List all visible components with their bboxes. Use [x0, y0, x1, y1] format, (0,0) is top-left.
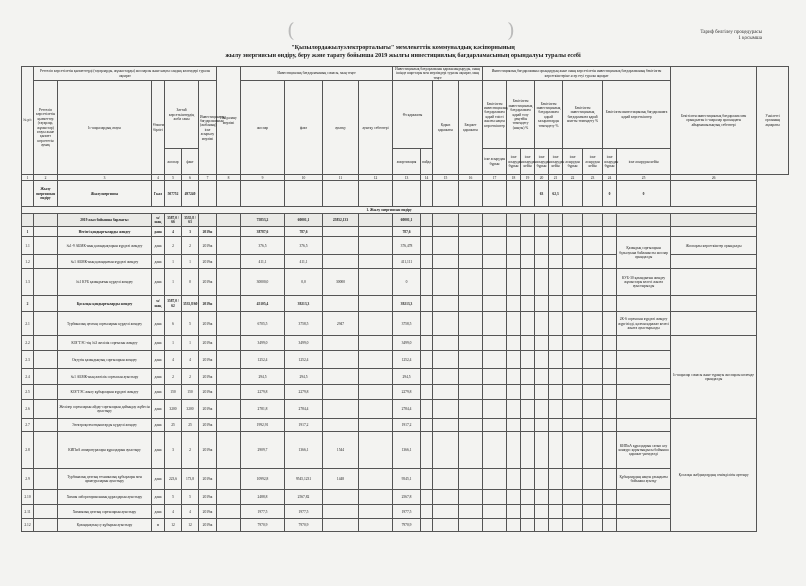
scan-mark: ( — [287, 18, 295, 42]
table-cell: 4 — [165, 505, 182, 519]
column-number: 4 — [152, 175, 165, 181]
col-header: ауытқу себептері — [359, 81, 393, 175]
reason-note — [617, 227, 671, 237]
authority-note — [671, 227, 757, 237]
table-cell: №1 АБМК-ның желілік сорғысын ауыстыру — [58, 369, 152, 385]
group-header: Инвестициялық бағдарламаны қаржыландыруды, оның ішінде шарттары мен мерзімдері туралы ақпарат, мың теңге — [393, 67, 483, 81]
report-table — [21, 66, 789, 532]
table-cell: 2567,8 — [393, 490, 421, 505]
table-cell: 2567,82 — [285, 490, 323, 505]
table-cell: 1977,5 — [285, 505, 323, 519]
table-cell: 2019ж — [199, 419, 217, 432]
table-cell: 294,5 — [285, 369, 323, 385]
table-cell: 2019ж — [199, 336, 217, 351]
table-cell: 1.1 — [22, 237, 34, 255]
table-cell: 3 — [165, 432, 182, 469]
col-header: Инвестициялық бағдарламаның (жобаның) іске асырылу мерзімі — [199, 81, 217, 175]
reason-note — [617, 505, 671, 519]
table-cell: 30000,0 — [241, 269, 285, 296]
col-header: жоспар — [165, 149, 182, 175]
col-header: № р/с — [22, 67, 34, 175]
col-header: жоспар — [241, 81, 285, 175]
col-header: Өз қаражаты — [393, 81, 433, 149]
summary-fact: 497240 — [182, 181, 199, 207]
column-number: 26 — [671, 175, 757, 181]
table-row — [22, 255, 789, 269]
table-cell: 12 — [165, 519, 182, 532]
table-cell: 4 — [182, 505, 199, 519]
table-cell: №1 КУБ қазандығын күрделі жөндеу — [58, 269, 152, 296]
reason-note — [617, 296, 671, 312]
table-cell: дана — [152, 255, 165, 269]
table-cell: 1252,4 — [285, 351, 323, 369]
table-cell: дана — [152, 351, 165, 369]
table-cell — [323, 519, 359, 532]
table-cell: дана — [152, 490, 165, 505]
table-cell: Электроқозғалтқыштарды күрделі жөндеу — [58, 419, 152, 432]
table-cell: 2019ж — [199, 369, 217, 385]
summary-effect: 0 — [617, 181, 671, 207]
table-cell: дана — [152, 505, 165, 519]
col-header: ауытқу — [323, 81, 359, 175]
table-cell: 1977,5 — [393, 505, 421, 519]
table-cell: 376,5 — [241, 237, 285, 255]
table-cell: 2 — [182, 369, 199, 385]
table-cell: 6 — [165, 312, 182, 336]
table-cell: 2019ж — [199, 505, 217, 519]
summary-unit: Гкал — [152, 181, 165, 207]
table-cell: дана — [152, 369, 165, 385]
table-row — [22, 269, 789, 296]
col-header: Өлшем бірлігі — [152, 81, 165, 175]
table-cell: 294,5 — [393, 369, 421, 385]
corner-note: Тариф белгілеу процедурасы 1 қосымша — [700, 30, 762, 41]
section-row — [22, 207, 789, 214]
authority-note — [671, 255, 757, 269]
table-cell: Желілер сорғыларын айдау-сорғыларын дайындау жүйесін ауыстыру — [58, 400, 152, 419]
column-number: 15 — [433, 175, 459, 181]
table-cell: 2019ж — [199, 385, 217, 400]
table-cell: 0,0 — [285, 269, 323, 296]
table-cell: дана — [152, 336, 165, 351]
table-cell: 4 — [165, 351, 182, 369]
column-number: 22 — [563, 175, 583, 181]
table-cell: 1 — [165, 269, 182, 296]
reason-note — [617, 336, 671, 351]
table-cell: 2 — [182, 237, 199, 255]
table-row — [22, 312, 789, 336]
summary-plan: 507752 — [165, 181, 182, 207]
table-cell: 2784,4 — [393, 400, 421, 419]
table-cell: 2019ж — [199, 269, 217, 296]
table-cell: 223,6 — [165, 469, 182, 490]
column-number: 10 — [285, 175, 323, 181]
column-number: 12 — [359, 175, 393, 181]
col-header: іске асырудан бұрын — [507, 149, 521, 175]
table-cell: дана — [152, 269, 165, 296]
table-cell: дана — [152, 237, 165, 255]
table-cell: 2019ж — [199, 296, 217, 312]
table-cell: 1977,5 — [241, 505, 285, 519]
table-cell: 7970,9 — [393, 519, 421, 532]
table-cell: 9545,1 — [393, 469, 421, 490]
reason-note: КУБ-30 қазандығын жөндеу жұмыстары келесі жылға ауыстырылды — [617, 269, 671, 296]
table-cell: 1544 — [323, 432, 359, 469]
table-cell — [323, 255, 359, 269]
column-number: 21 — [549, 175, 563, 181]
column-number: 14 — [421, 175, 433, 181]
table-cell: 1917,2 — [393, 419, 421, 432]
table-cell: КОГТЭС-тің №3 желілік сорғысын жөндеу — [58, 336, 152, 351]
column-number: 17 — [483, 175, 507, 181]
table-cell: 3758,5 — [285, 312, 323, 336]
table-cell — [323, 227, 359, 237]
table-cell: 2.4 — [22, 369, 34, 385]
reason-note: Қазандық сорғыларын бұзылуына байланысты жоспар орындалды — [617, 237, 671, 269]
col-header: Бекітілген инвестициялық бағдарламаға қарай ысыраптарды төмендету % — [535, 81, 563, 149]
section-title: 1. Жылу энергиясын өндіру — [22, 207, 757, 214]
summary-effect: 0 — [603, 181, 617, 207]
table-cell: 1448 — [323, 469, 359, 490]
table-cell: 9545,1231 — [285, 469, 323, 490]
table-cell: 294,5 — [241, 369, 285, 385]
table-cell: 1 — [182, 336, 199, 351]
table-cell: 2019ж — [199, 469, 217, 490]
table-cell: 3499,0 — [393, 336, 421, 351]
table-cell — [323, 369, 359, 385]
table-cell: Химия лабораториясының құралдарын ауыстыру — [58, 490, 152, 505]
column-number: 13 — [393, 175, 421, 181]
table-cell: 1366,1 — [393, 432, 421, 469]
total-row: 2019 жыл бойынша барлығы: м/шақ 3587,0 / 66 3535,8 / 63 75853,2 60001,1 25852,133 60001,1 — [22, 214, 789, 227]
column-number: 6 — [182, 175, 199, 181]
summary-effect: 62,3 — [549, 181, 563, 207]
col-header: іске асырудан бұрын — [563, 149, 583, 175]
table-cell: 2019ж — [199, 432, 217, 469]
table-cell: 2019ж — [199, 351, 217, 369]
table-cell: дана — [152, 312, 165, 336]
table-cell: 376,478 — [393, 237, 421, 255]
group-header: Реттеліп көрсетілетін қызметтерді (тауарларды, жұмыстарды) жоспарлы және нақты сандық көлемдері туралы ақпарат — [34, 67, 217, 81]
col-header: Бекітілген инвестициялық бағдарлама мен орындалған іс-шаралар арасындағы айырмашылықтың себептері — [671, 67, 757, 175]
authority-note: Іс-шаралар сомасы және тұрақты жоспарлы көлемде орындалды — [671, 336, 757, 419]
table-cell: Турбиналық цехтың техникалық құбырлары мен арматураларын ауыстыру — [58, 469, 152, 490]
table-cell — [323, 400, 359, 419]
table-cell: 1366,1 — [285, 432, 323, 469]
col-header: факт — [285, 81, 323, 175]
table-cell: 0 — [182, 269, 199, 296]
table-cell: 2781,8 — [241, 400, 285, 419]
table-cell: 3499,0 — [241, 336, 285, 351]
table-cell: 3 — [182, 227, 199, 237]
column-number: 16 — [459, 175, 483, 181]
table-cell: 3535,8/60 — [182, 296, 199, 312]
table-cell: 411,1 — [285, 255, 323, 269]
table-cell: 2019ж — [199, 490, 217, 505]
table-cell: 787,6 — [393, 227, 421, 237]
reason-note — [617, 519, 671, 532]
scan-mark: ) — [507, 18, 515, 42]
table-cell: Турбиналық цехтың сорғыларын күрделі жөндеу — [58, 312, 152, 336]
table-cell: Химиялық цехтың сорғыларын ауыстыру — [58, 505, 152, 519]
table-cell: 376,5 — [285, 237, 323, 255]
table-cell: 2 — [182, 432, 199, 469]
table-cell: 2019ж — [199, 400, 217, 419]
table-cell: дана — [152, 419, 165, 432]
table-cell: 2019ж — [199, 312, 217, 336]
table-cell: Қосалқы қондырғыларды жөндеу — [58, 296, 152, 312]
table-cell: 150 — [165, 385, 182, 400]
table-cell: 2947 — [323, 312, 359, 336]
header-row — [22, 67, 789, 81]
table-cell: 2279,8 — [285, 385, 323, 400]
column-number: 1 — [22, 175, 34, 181]
reason-note — [617, 351, 671, 369]
table-cell — [323, 385, 359, 400]
table-cell: 7970,9 — [241, 519, 285, 532]
column-number: 24 — [603, 175, 617, 181]
col-header: іске асырудан кейін — [521, 149, 535, 175]
table-cell: 2.8 — [22, 432, 34, 469]
table-cell: 2.12 — [22, 519, 34, 532]
table-row — [22, 419, 789, 432]
table-cell: Қазандықтың су құбырын ауыстыру — [58, 519, 152, 532]
table-cell: 1252,4 — [241, 351, 285, 369]
table-cell: дана — [152, 227, 165, 237]
table-cell: 4 — [182, 351, 199, 369]
column-number: 3 — [58, 175, 152, 181]
table-cell: 4 — [165, 227, 182, 237]
table-cell: 3200 — [165, 400, 182, 419]
table-cell: 2.7 — [22, 419, 34, 432]
reason-note — [617, 490, 671, 505]
table-cell: 1.3 — [22, 269, 34, 296]
table-cell: 3200 — [182, 400, 199, 419]
reason-note — [617, 400, 671, 419]
page-title: "Қызылордажылуэлектрорталығы" мемлекеттік коммуналдық кәсіпорнының жылу энергиясын өндіру, беру және тарату бойынша 2019 жылғы инвестициялық бағдарламасының орындалуы туралы есебі — [225, 44, 581, 59]
col-header: Заттай көрсеткіштердің жоба саны — [165, 81, 199, 149]
authority-note: Жоспарлы көрсеткіштер орындалды — [671, 237, 757, 255]
col-header: Бекітілген инвестициялық бағдарламаға қарай апатты төмендету % — [563, 81, 603, 149]
table-row — [22, 336, 789, 351]
col-header: Бюджет қаражаты — [459, 81, 483, 175]
table-cell: 2 — [165, 237, 182, 255]
table-cell: 1 — [22, 227, 34, 237]
column-number: 7 — [199, 175, 217, 181]
col-header: Бекітілген инвестициялық бағдарламаға қарай тозу деңгейін төмендету (нақты) % — [507, 81, 535, 149]
col-header: іске асырудан кейін — [549, 149, 563, 175]
table-cell: дана — [152, 469, 165, 490]
table-cell: КОГТЭС жылу құбырларын күрделі жөндеу — [58, 385, 152, 400]
col-header: Уәкілетті органның ақпараты — [757, 67, 789, 175]
table-cell — [323, 336, 359, 351]
reason-note: 2К-6 сорғысын күрделі жөндеу жүргізілді, қалған қаражат келесі жылға ауыстырылды — [617, 312, 671, 336]
reason-note — [617, 385, 671, 400]
table-cell: 2019ж — [199, 519, 217, 532]
table-cell — [323, 505, 359, 519]
table-body — [22, 227, 789, 532]
table-cell: 7970,9 — [285, 519, 323, 532]
table-row — [22, 296, 789, 312]
reason-note: КИПиА құралдарын сатып алу конкурс қорытындысы бойынша қаражат үнемделді — [617, 432, 671, 469]
table-cell: 39213,3 — [393, 296, 421, 312]
authority-note — [671, 296, 757, 312]
table-cell: 12 — [182, 519, 199, 532]
column-number: 20 — [535, 175, 549, 181]
table-cell: 2.9 — [22, 469, 34, 490]
column-number: 2 — [34, 175, 58, 181]
table-cell: 2019ж — [199, 237, 217, 255]
column-number: 11 — [323, 175, 359, 181]
table-cell: 25 — [182, 419, 199, 432]
table-cell: 3587,0 / 62 — [165, 296, 182, 312]
column-number: 5 — [165, 175, 182, 181]
table-cell: №1-9 АБМК-ның қазандықтарын күрделі жөндеу — [58, 237, 152, 255]
table-cell: 1.2 — [22, 255, 34, 269]
table-cell: №1 АБМК-ның қазандығын күрделі жөндеу — [58, 255, 152, 269]
table-cell: 2.6 — [22, 400, 34, 419]
reason-note: Құбырлардың нақты ұзындығы бойынша ауытқу — [617, 469, 671, 490]
table-cell: 1 — [165, 336, 182, 351]
table-row — [22, 227, 789, 237]
col-header: Іс-шаралардың атауы — [58, 81, 152, 175]
table-cell: 2488,8 — [241, 490, 285, 505]
table-cell: дана — [152, 385, 165, 400]
table-cell: 2.11 — [22, 505, 34, 519]
table-cell: дана — [152, 400, 165, 419]
table-cell: 2.3 — [22, 351, 34, 369]
authority-note: Қосалқы жабдықтардың сенімділігін арттыру — [671, 419, 757, 532]
table-cell: 2 — [22, 296, 34, 312]
table-cell: 411,111 — [393, 255, 421, 269]
col-header: іске асырудан кейін — [583, 149, 603, 175]
table-cell: 2019ж — [199, 227, 217, 237]
col-header: пайда — [421, 149, 433, 175]
table-cell: 2 — [165, 369, 182, 385]
column-number: 23 — [583, 175, 603, 181]
reason-note — [617, 369, 671, 385]
table-cell: 2909,7 — [241, 432, 285, 469]
col-header: Қарыз қаражаты — [433, 81, 459, 175]
col-header: Реттеліп көрсетілетін қызметтер (тауарлар, жұмыстар) атауы және қызмет көрсететін аумақ — [34, 81, 58, 175]
table-cell: 3499,0 — [285, 336, 323, 351]
total-name: 2019 жыл бойынша барлығы: — [58, 214, 152, 227]
authority-note — [671, 269, 757, 296]
table-cell: 45105,4 — [241, 296, 285, 312]
table-cell: 1917,2 — [285, 419, 323, 432]
column-number: 18 — [507, 175, 521, 181]
table-cell: 173,8 — [182, 469, 199, 490]
service-name: Жылу энергиясын өндіру — [34, 181, 58, 207]
table-cell: 2784,4 — [285, 400, 323, 419]
summary-effect: 63 — [535, 181, 549, 207]
table-cell: Негізгі қондырғыларды жөндеу — [58, 227, 152, 237]
table-cell: 1252,4 — [393, 351, 421, 369]
group-header: Инвестициялық бағдарламаның сомасы, мың теңге — [241, 67, 393, 81]
summary-row — [22, 181, 789, 207]
table-cell — [323, 351, 359, 369]
table-cell — [323, 490, 359, 505]
col-header: амортизация — [393, 149, 421, 175]
table-cell: 2279,8 — [241, 385, 285, 400]
col-header: іске асырудан кейін — [617, 149, 671, 175]
col-header: іске асырудан бұрын — [603, 149, 617, 175]
column-number: 9 — [241, 175, 285, 181]
table-row — [22, 237, 789, 255]
column-number: 19 — [521, 175, 535, 181]
table-cell: 5 — [165, 490, 182, 505]
reason-note — [617, 419, 671, 432]
table-cell: Оқтүгін қазандықтың сорғыларын жөндеу — [58, 351, 152, 369]
table-cell — [323, 296, 359, 312]
table-cell: 30000 — [323, 269, 359, 296]
table-cell: 39213,3 — [285, 296, 323, 312]
table-cell: м — [152, 519, 165, 532]
table-cell: 2.5 — [22, 385, 34, 400]
table-cell: 0 — [393, 269, 421, 296]
table-cell: 2.1 — [22, 312, 34, 336]
group-header: Инвестициялық бағдарламаны орындаудың және оның көрсетілетін инвестициялық бағдарламаның бекітілген көрсеткіштеріне әсер етуі туралы ақпарат — [483, 67, 671, 81]
table-cell: 25 — [165, 419, 182, 432]
col-header: Пайдалану мерзімі — [217, 67, 241, 175]
col-header: факт — [182, 149, 199, 175]
summary-name: Жылуэнергиясы — [58, 181, 152, 207]
authority-note — [671, 312, 757, 336]
table-cell: 10992,8 — [241, 469, 285, 490]
table-cell: 2.10 — [22, 490, 34, 505]
col-header: іске асырудан бұрын — [483, 149, 507, 175]
table-cell: 1 — [182, 255, 199, 269]
table-cell: 6705,5 — [241, 312, 285, 336]
table-cell: 787,6 — [285, 227, 323, 237]
table-cell: м/шақ — [152, 296, 165, 312]
table-cell: КИПиА аппаратуралары құралдарын ауыстыру — [58, 432, 152, 469]
column-number: 25 — [617, 175, 671, 181]
table-cell: 5 — [182, 312, 199, 336]
col-header: Бекітілген инвестициялық бағдарламаға қарай көрсеткіштер — [603, 81, 671, 149]
table-cell: 411,1 — [241, 255, 285, 269]
table-cell: дана — [152, 432, 165, 469]
table-cell: 3758,5 — [393, 312, 421, 336]
column-number: 8 — [217, 175, 241, 181]
col-header: іске асырудан бұрын — [535, 149, 549, 175]
table-cell: 150 — [182, 385, 199, 400]
table-cell: 5 — [182, 490, 199, 505]
table-cell: 2.2 — [22, 336, 34, 351]
table-cell: 38787,6 — [241, 227, 285, 237]
table-cell — [323, 419, 359, 432]
col-header: Бекітілген инвестициялық бағдарламаға қарай тиісті жылғы нақты көрсеткіштер — [483, 81, 507, 149]
table-cell: 2279,8 — [393, 385, 421, 400]
table-cell — [323, 237, 359, 255]
table-cell: 1992,91 — [241, 419, 285, 432]
table-cell: 1 — [165, 255, 182, 269]
table-cell: 2019ж — [199, 255, 217, 269]
